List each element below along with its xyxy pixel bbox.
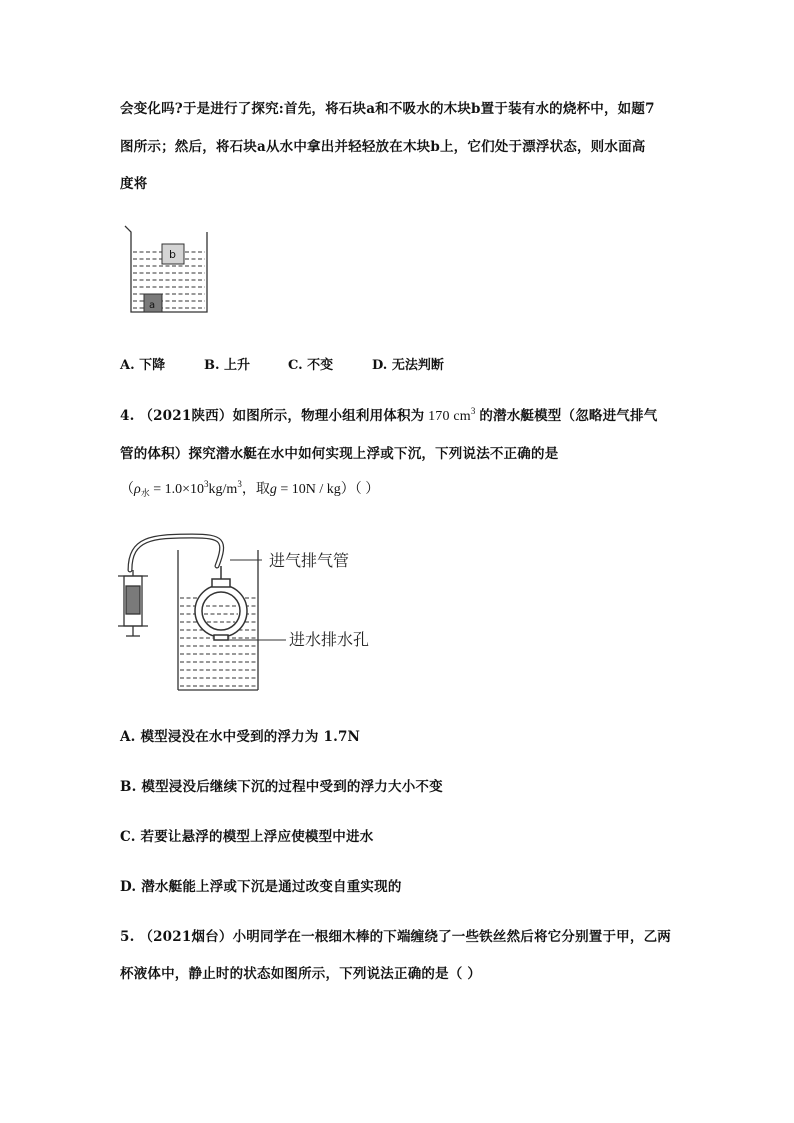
q3-text-line-3: 度将 — [120, 176, 148, 192]
label-air-tube: 进气排气管 — [269, 551, 350, 570]
q5-text-line-2: 杯液体中，静止时的状态如图所示，下列说法正确的是（ ） — [120, 966, 482, 982]
q4-option-a: A. 模型浸没在水中受到的浮力为 1.7N — [120, 729, 361, 745]
q4-formula: （$\rho_水 = 1.0\times 10^3kg/m^3$，取g = 10N / kg）（ ） — [120, 479, 380, 498]
label-water-hole: 进水排水孔 — [289, 630, 370, 649]
block-a-label: a — [149, 300, 156, 311]
q4-line1-suffix: 的潜水艇模型（忽略进气排气 — [479, 408, 658, 424]
q5-text-line-1: 5. （2021烟台）小明同学在一根细木棒的下端缠绕了一些铁丝然后将它分别置于甲，乙两 — [120, 929, 671, 945]
stone-block-a — [144, 294, 162, 312]
syringe — [118, 570, 148, 636]
q4-option-b: B. 模型浸没后继续下沉的过程中受到的浮力大小不变 — [120, 779, 443, 795]
q4-text-line-2: 管的体积）探究潜水艇在水中如何实现上浮或下沉，下列说法不正确的是 — [120, 446, 559, 462]
q4-text-line-1 — [120, 404, 657, 425]
q3-option-a: A. 下降 — [120, 358, 166, 373]
submarine-ring — [195, 566, 247, 640]
q3-text-line-1: 会变化吗?于是进行了探究:首先，将石块a和不吸水的木块b置于装有水的烧杯中，如题7 — [120, 101, 655, 117]
submarine-model-figure — [112, 528, 412, 698]
beaker-figure — [122, 222, 212, 317]
q3-option-c: C. 不变 — [288, 358, 334, 373]
q4-line1-prefix: 4. （2021陕西）如图所示，物理小组利用体积为 — [120, 408, 425, 424]
q3-option-d: D. 无法判断 — [372, 358, 444, 373]
q4-volume: 170 $cm^3$ — [428, 406, 476, 424]
q3-text-line-2: 图所示；然后，将石块a从水中拿出并轻轻放在木块b上，它们处于漂浮状态，则水面高 — [120, 139, 646, 155]
block-b-label: b — [169, 248, 176, 261]
q3-option-b: B. 上升 — [204, 358, 251, 373]
q3-options — [120, 354, 444, 373]
q4-option-c: C. 若要让悬浮的模型上浮应使模型中进水 — [120, 829, 374, 845]
wood-block-b — [162, 244, 184, 264]
q4-option-d: D. 潜水艇能上浮或下沉是通过改变自重实现的 — [120, 879, 402, 895]
